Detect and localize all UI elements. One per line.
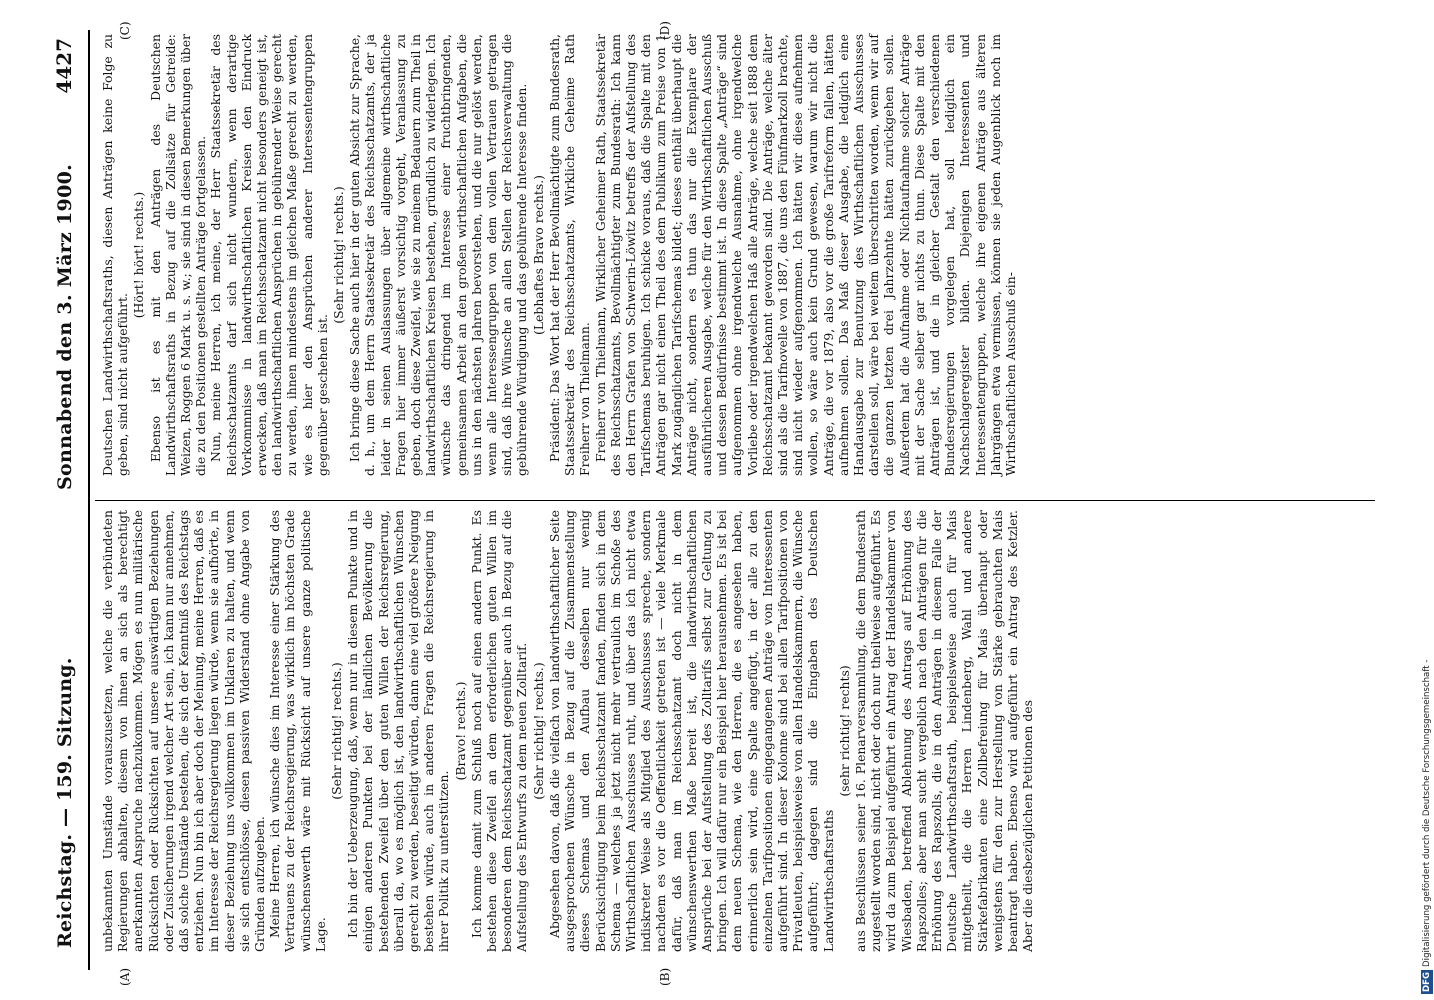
interjection: (Sehr richtig! rechts.) bbox=[329, 662, 345, 800]
paragraph: unbekannten Umstände vorauszusetzen, welche die verbündeten Regierungen abhalten, diesem von ihnen an sich als berechtigt anerkannten Anspruche nachzukommen. Mögen es nun militärische Rücksichten oder Rücksichten auf unsere auswärtigen Beziehungen oder Zusicherungen irgend welcher Art sein, ich kann nur annehmen, daß solche Umstände bestehen, die sich der Kenntniß des Reichstags entziehen. Nun bin ich aber doch der Meinung, meine Herren, daß es im Interesse der Reichsregierung liegen würde, wenn sie aufhörte, in dieser Beziehung uns vollkommen im Unklaren zu halten, und wenn sie sich entschlösse, diesen passiven Widerstand ohne Angabe von Gründen aufzugeben. bbox=[100, 510, 268, 952]
margin-mark-c: (C) bbox=[118, 21, 132, 40]
paragraph: Meine Herren, ich wünsche dies im Interesse einer Stärkung des Vertrauens zu der Reichsregierung, was wirklich im höchsten Grade wünschenswerth wäre mit Rücksicht auf unsere ganze politische Lage. bbox=[267, 510, 328, 952]
funding-sidenote bbox=[1421, 6, 1433, 994]
interjection: (Sehr richtig! rechts.) bbox=[331, 186, 347, 324]
paragraph: Ich komme damit zum Schluß noch auf einen andern Punkt. Es bestehen diese Zweifel an dem erforderlichen guten Willen im besonderen dem Reichsschatzamt gegenüber auch in Bezug auf die Aufstellung des Entwurfs zu dem neuen Zolltarif. bbox=[468, 510, 530, 952]
header-session: Reichstag. — 159. Sitzung. bbox=[54, 657, 76, 948]
paragraph: Nun, meine Herren, ich meine, der Herr Staatssekretär des Reichsschatzamts darf sich nicht wundern, wenn derartige Vorkommnisse in landwirthschaftlichen Kreisen den Eindruck erwecken, daß man im Reichsschatzamt nicht besonders geneigt ist, den landwirthschaftlichen Ansprüchen in gebührender Weise gerecht zu werden, ihnen mindestens im gleichen Maße gerecht zu werden, wie es hier den Ansprüchen anderer Interessentengruppen gegenüber geschehen ist. bbox=[208, 34, 330, 476]
paragraph: Präsident: Das Wort hat der Herr Bevollmächtigte zum Bundesrath, Staatssekretär des Reichsschatzamts, Wirkliche Geheime Rath Freiherr von Thielmann. bbox=[546, 34, 593, 476]
paragraph: aus Beschlüssen seiner 16. Plenarversammlung, die dem Bundesrath zugestellt worden sind, nicht oder doch nur theilweise aufgeführt. Es wird da zum Beispiel aufgeführt ein Antrag der Handelskammer von Wiesbaden, betreffend Ablehnung des Antrags auf Erhöhung des Rapszolles; aber man sucht vergeblich nach den Anträgen für die Erhöhung des Rapszolls, die in den Anträgen in diesem Falle der Deutsche Landwirthschaftsrath, beispielsweise auch für Mais mitgetheilt, die die Herren Lindenberg, Wahl und andere Stärkefabrikanten eine Zollbefreiung für Mais überhaupt oder wenigstens für den zur Herstellung von Stärke gebrauchten Mais beantragt haben. Ebenso wird aufgeführt ein Antrag des Ketzler. Aber die diesbezüglichen Petitionen des bbox=[852, 510, 1036, 952]
interjection: (Bravo! rechts.) bbox=[452, 681, 468, 781]
paragraph: Ebenso ist es mit den Anträgen des Deutschen Landwirthschaftsraths in Bezug auf die Zollsätze für Getreide: Weizen, Roggen 6 Mark u. s. w.; sie sind in diesen Bemerkungen über die zu den Positionen gestellten Anträge fortgelassen. bbox=[147, 34, 209, 476]
column-divider bbox=[95, 500, 1375, 501]
margin-mark-d: (D) bbox=[658, 21, 672, 40]
funding-note-text: Digitalisierung gefördert durch die Deutsche Forschungsgemeinschaft - bbox=[1422, 659, 1432, 967]
left-text-column bbox=[100, 510, 1035, 952]
interjection: (Lebhaftes Bravo rechts.) bbox=[530, 175, 546, 335]
page-number: 4427 bbox=[52, 38, 76, 94]
header-date: Sonnabend den 3. März 1900. bbox=[54, 163, 76, 490]
paragraph: Abgesehen davon, daß die vielfach von landwirthschaftlicher Seite ausgesprochenen Wünsche in Bezug auf die Zusammenstellung dieses Schemas und den Aufbau desselben nur wenig Berücksichtigung beim Reichsschatzamt fanden, finden sich in dem Schema — welches ja jetzt nicht mehr vertraulich im Schoße des Wirthschaftlichen Ausschusses ruht, und über das ich nicht etwa indiskreter Weise als Mitglied des Ausschusses spreche, sondern nachdem es vor die Oeffentlichkeit getreten ist — viele Merkmale dafür, daß man im Reichsschatzamt doch nicht in dem wünschenswerthen Maße bereit ist, die landwirthschaftlichen Ansprüche bei der Aufstellung des Zolltarifs selbst zur Geltung zu bringen. Ich will dafür nur ein Beispiel hier herausnehmen. Es ist bei dem neuen Schema, wie den Herren, die es angesehen haben, erinnerlich sein wird, eine Spalte angefügt, in der alle zu den einzelnen Tarifpositionen eingegangenen Anträge von Interessenten aufgeführt sind. In dieser Kolonne sind bei allen Tarifpositionen von Privatleuten, beispielsweise von allen Handelskammern, die Wünsche aufgeführt; dagegen sind die Eingaben des Deutschen Landwirthschaftsraths bbox=[546, 510, 836, 952]
margin-mark-a: (A) bbox=[118, 967, 132, 986]
paragraph: Ich bringe diese Sache auch hier in der guten Absicht zur Sprache, d. h., um dem Herrn Staatssekretär des Reichsschatzamts, der ja leider in seinen Auslassungen über allgemeine wirthschaftliche Fragen hier immer äußerst vorsichtig vorgeht, Veranlassung zu geben, doch diese Zweifel, wie sie zu meinem Bedauern zum Theil in landwirthschaftlichen Kreisen bestehen, gründlich zu widerlegen. Ich wünsche das dringend im Interesse einer fruchtbringenden, gemeinsamen Arbeit an den großen wirthschaftlichen Aufgaben, die uns in den nächsten Jahren bevorstehen, und die nur gelöst werden, wenn alle Interessengruppen von dem vollen Vertrauen getragen sind, daß ihre Wünsche an allen Stellen der Reichsverwaltung die gebührende Würdigung und das gebührende Interesse finden. bbox=[347, 34, 530, 476]
paragraph: Ich bin der Ueberzeugung, daß, wenn nur in diesem Punkte und in einigen anderen Punkten bei der ländlichen Bevölkerung die bestehenden Zweifel über den guten Willen der Reichsregierung, überall da, wo es möglich ist, den landwirthschaftlichen Wünschen gerecht zu werden, beseitigt würden, dann eine viel größere Neigung bestehen würde, auch in anderen Fragen die Reichsregierung in ihrer Politik zu unterstützen. bbox=[345, 510, 452, 952]
interjection: (sehr richtig! rechts) bbox=[836, 665, 852, 797]
paragraph: Deutschen Landwirthschaftsraths, diesen Anträgen keine Folge zu geben, sind nicht aufgeführt. bbox=[100, 34, 131, 476]
page-header bbox=[52, 30, 86, 970]
margin-mark-b: (B) bbox=[658, 967, 672, 986]
dfg-logo: DFG bbox=[1422, 971, 1432, 992]
interjection: (Hört! hört! rechts.) bbox=[131, 191, 147, 319]
interjection: (Sehr richtig! rechts.) bbox=[530, 662, 546, 800]
header-rule bbox=[88, 30, 90, 970]
paragraph: Freiherr von Thielmann, Wirklicher Geheimer Rath, Staatssekretär des Reichsschatzamts, Bevollmächtigter zum Bundesrath: Ich kann den Herrn Grafen von Schwerin-Löwitz betreffs der Aufstellung des Tarifschemas beruhigen. Ich schicke voraus, daß die Spalte mit den Anträgen gar nicht einen Theil des dem Publikum zum Preise von 1 Mark zugänglichen Tarifschemas bildet; dieses enthält überhaupt die Anträge nicht, sondern es thun das nur die Exemplare der ausführlicheren Ausgabe, welche für den Wirthschaftlichen Ausschuß und dessen Bedürfnisse bestimmt ist. In diese Spalte „Anträge“ sind aufgenommen ohne irgendwelche Ausnahme, ohne irgendwelche Vorliebe oder irgendwelchen Haß alle Anträge, welche seit 1888 dem Reichsschatzamt bekannt geworden sind. Die Anträge, welche älter sind als die Tarifnovelle von 1887, die uns den Fünfmarkzoll brachte, sind nicht wieder aufgenommen. Ich hätten wir diese aufnehmen wollen, so wäre auch kein Grund gewesen, warum wir nicht die Anträge, die vor 1879, also vor die große Tarifreform fallen, hätten aufnehmen sollen. Das Maß dieser Ausgabe, die lediglich eine Handausgabe zur Benutzung des Wirthschaftlichen Ausschusses darstellen soll, wäre bei weitem überschritten worden, wenn wir auf die ganzen letzten drei Jahrzehnte hätten zurückgehen sollen. Außerdem hat die Aufnahme oder Nichtaufnahme solcher Anträge mit der Sache selber gar nichts zu thun. Diese Spalte mit den Anträgen ist, und die in gleicher Gestalt den verschiedenen Bundesregierungen vorgelegen hat, soll lediglich ein Nachschlageregister bilden. Diejenigen Interessenten und Interessentengruppen, welche ihre eigenen Anträge aus älteren Jahrgängen etwa vermissen, können sie jeden Augenblick noch im Wirthschaftlichen Ausschuß ein- bbox=[592, 34, 1018, 476]
right-text-column bbox=[100, 34, 1018, 476]
